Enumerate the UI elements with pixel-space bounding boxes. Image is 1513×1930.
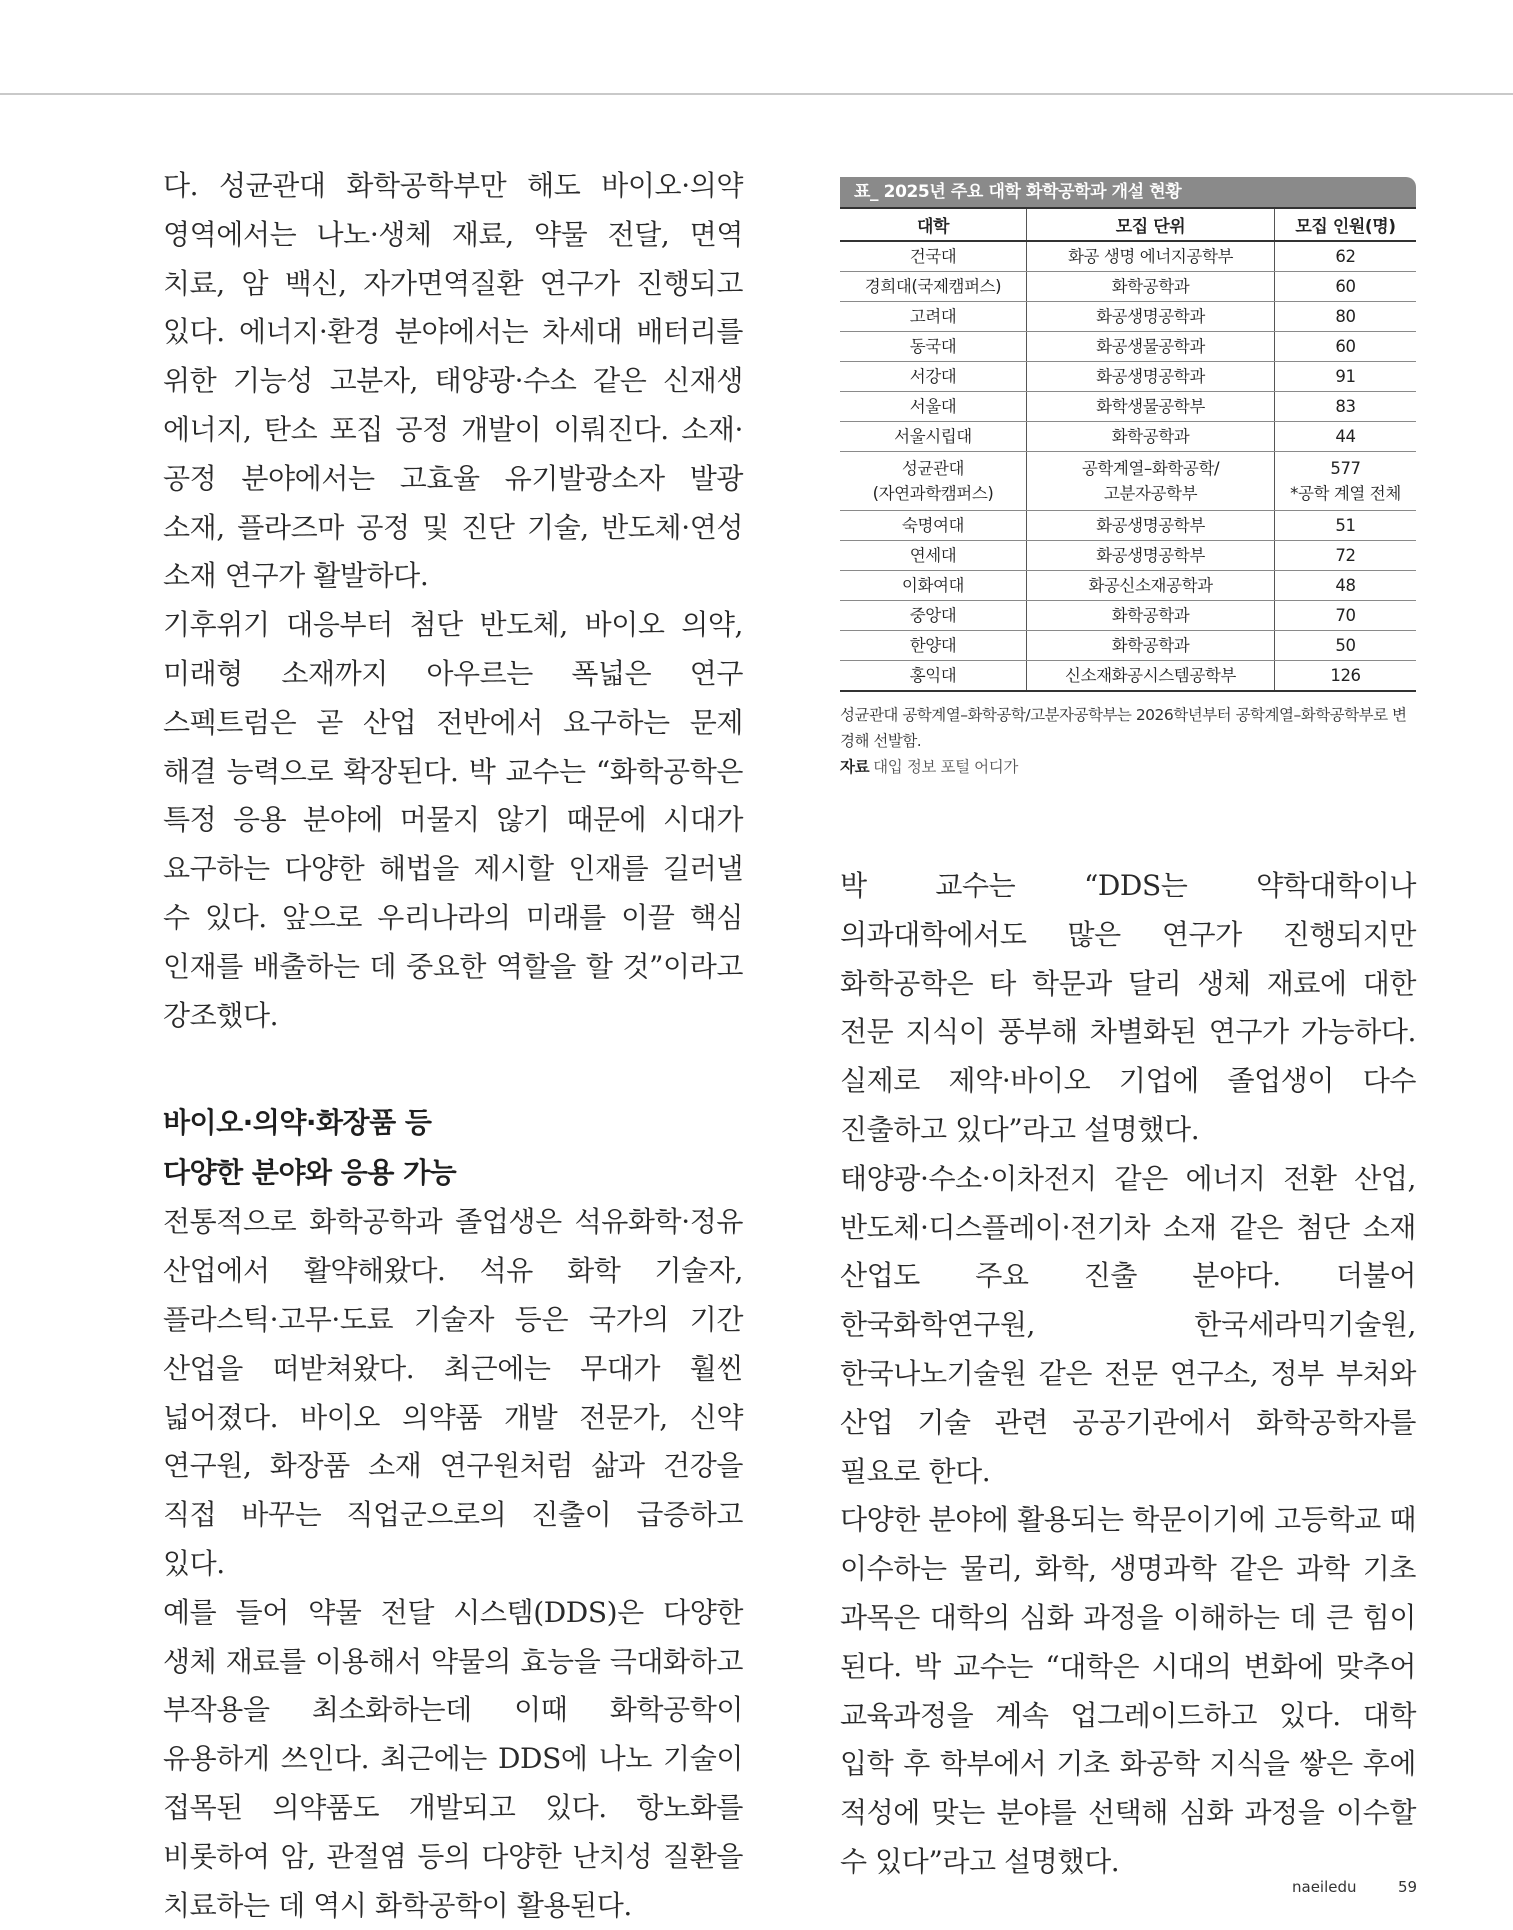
cell-univ: 서강대 <box>840 362 1027 392</box>
header-rule <box>0 93 1513 95</box>
body-paragraph: 기후위기 대응부터 첨단 반도체, 바이오 의약, 미래형 소재까지 아우르는 폭넓은 연구 스펙트럼은 곧 산업 전반에서 요구하는 문제 해결 능력으로 확장된다. 박 교수는 “화학공학은 특정 응용 분야에 머물지 않기 때문에 시대가 요구하는 다양한 해법을 제시할 인재를 길러낼 수 있다. 앞으로 우리나라의 미래를 이끌 핵심 인재를 배출하는 데 중요한 역할을 할 것”이라고 강조했다. <box>163 608 743 1032</box>
cell-count: 83 <box>1275 392 1417 422</box>
table-source <box>840 754 1416 780</box>
cell-line: 577 <box>1330 459 1361 478</box>
cell-univ: 연세대 <box>840 541 1027 571</box>
table-title: 표_ 2025년 주요 대학 화학공학과 개설 현황 <box>840 177 1416 207</box>
cell-unit: 화학공학과 <box>1027 272 1275 302</box>
cell-unit: 화학공학과 <box>1027 601 1275 631</box>
column-header: 모집 단위 <box>1027 208 1275 241</box>
table-note: 성균관대 공학계열–화학공학/고분자공학부는 2026학년부터 공학계열–화학공학부로 변경해 선발함. <box>840 706 1407 750</box>
cell-unit: 화공생명공학부 <box>1027 511 1275 541</box>
cell-line: 성균관대 <box>901 459 965 478</box>
cell-unit: 화학공학과 <box>1027 422 1275 452</box>
table-row <box>840 661 1416 692</box>
table-row <box>840 392 1416 422</box>
cell-count: 62 <box>1275 241 1417 272</box>
table-row <box>840 362 1416 392</box>
cell-univ: 숙명여대 <box>840 511 1027 541</box>
body-paragraph: 다양한 분야에 활용되는 학문이기에 고등학교 때 이수하는 물리, 화학, 생명과학 같은 과학 기초 과목은 대학의 심화 과정을 이해하는 데 큰 힘이 된다. 박 교수는 “대학은 시대의 변화에 맞추어 교육과정을 계속 업그레이드하고 있다. 대학 입학 후 학부에서 기초 화공학 지식을 쌓은 후에 적성에 맞는 분야를 선택해 심화 과정을 이수할 수 있다”라고 설명했다. <box>840 1503 1416 1878</box>
body-paragraph: 다. 성균관대 화학공학부만 해도 바이오·의약 영역에서는 나노·생체 재료, 약물 전달, 면역 치료, 암 백신, 자가면역질환 연구가 진행되고 있다. 에너지·환경 분야에서는 차세대 배터리를 위한 기능성 고분자, 태양광·수소 같은 신재생 에너지, 탄소 포집 공정 개발이 이뤄진다. 소재·공정 분야에서는 고효율 유기발광소자 발광 소재, 플라즈마 공정 및 진단 기술, 반도체·연성 소재 연구가 활발하다. <box>163 169 743 593</box>
enrollment-table-block <box>840 177 1416 780</box>
cell-count: 70 <box>1275 601 1417 631</box>
cell-count: 60 <box>1275 332 1417 362</box>
body-paragraph: 태양광·수소·이차전지 같은 에너지 전환 산업, 반도체·디스플레이·전기차 소재 같은 첨단 소재 산업도 주요 진출 분야다. 더불어 한국화학연구원, 한국세라믹기술원, 한국나노기술원 같은 전문 연구소, 정부 부처와 산업 기술 관련 공공기관에서 화학공학자를 필요로 한다. <box>840 1161 1416 1488</box>
cell-univ: 홍익대 <box>840 661 1027 692</box>
cell-count: 126 <box>1275 661 1417 692</box>
table-row <box>840 302 1416 332</box>
footer-brand: naeiledu <box>1292 1878 1357 1896</box>
right-column <box>840 862 1416 1887</box>
body-paragraph: 전통적으로 화학공학과 졸업생은 석유화학·정유 산업에서 활약해왔다. 석유 화학 기술자, 플라스틱·고무·도료 기술자 등은 국가의 기간 산업을 떠받쳐왔다. 최근에는 무대가 훨씬 넓어졌다. 바이오 의약품 개발 전문가, 신약 연구원, 화장품 소재 연구원처럼 삶과 건강을 직접 바꾸는 직업군으로의 진출이 급증하고 있다. <box>163 1205 743 1580</box>
table-row <box>840 422 1416 452</box>
cell-univ: 동국대 <box>840 332 1027 362</box>
cell-unit: 화공생명공학과 <box>1027 362 1275 392</box>
cell-line: 공학계열–화학공학/ <box>1081 459 1220 478</box>
table-row <box>840 631 1416 661</box>
enrollment-table <box>840 207 1416 692</box>
cell-count: 50 <box>1275 631 1417 661</box>
cell-unit: 화공 생명 에너지공학부 <box>1027 241 1275 272</box>
cell-univ: 서울대 <box>840 392 1027 422</box>
cell-count: 60 <box>1275 272 1417 302</box>
cell-line: 고분자공학부 <box>1103 484 1198 503</box>
table-row <box>840 332 1416 362</box>
cell-univ: 이화여대 <box>840 571 1027 601</box>
cell-count <box>1275 452 1417 511</box>
cell-count: 44 <box>1275 422 1417 452</box>
body-paragraph: 박 교수는 “DDS는 약학대학이나 의과대학에서도 많은 연구가 진행되지만 화학공학은 타 학문과 달리 생체 재료에 대한 전문 지식이 풍부해 차별화된 연구가 가능하다. 실제로 제약·바이오 기업에 졸업생이 다수 진출하고 있다”라고 설명했다. <box>840 869 1416 1146</box>
cell-unit: 화학공학과 <box>1027 631 1275 661</box>
section-heading-line: 바이오·의약·화장품 등 <box>163 1106 432 1140</box>
cell-unit: 화공생명공학과 <box>1027 302 1275 332</box>
cell-unit: 신소재화공시스템공학부 <box>1027 661 1275 692</box>
cell-count: 80 <box>1275 302 1417 332</box>
table-row <box>840 272 1416 302</box>
table-row <box>840 511 1416 541</box>
cell-line: (자연과학캠퍼스) <box>872 484 994 503</box>
cell-unit: 화공신소재공학과 <box>1027 571 1275 601</box>
table-header-row <box>840 208 1416 241</box>
table-row <box>840 541 1416 571</box>
cell-count: 51 <box>1275 511 1417 541</box>
cell-line: *공학 계열 전체 <box>1290 484 1401 503</box>
cell-unit <box>1027 452 1275 511</box>
cell-count: 91 <box>1275 362 1417 392</box>
column-header: 모집 인원(명) <box>1275 208 1417 241</box>
cell-univ: 건국대 <box>840 241 1027 272</box>
cell-unit: 화공생명공학부 <box>1027 541 1275 571</box>
table-row <box>840 241 1416 272</box>
section-heading <box>163 1098 743 1198</box>
column-header: 대학 <box>840 208 1027 241</box>
cell-unit: 화학생물공학부 <box>1027 392 1275 422</box>
page-number: 59 <box>1398 1878 1418 1896</box>
section-heading-line: 다양한 분야와 응용 가능 <box>163 1156 457 1190</box>
source-text: 대입 정보 포털 어디가 <box>873 758 1018 776</box>
cell-unit: 화공생물공학과 <box>1027 332 1275 362</box>
table-row <box>840 571 1416 601</box>
table-row <box>840 452 1416 511</box>
cell-univ: 고려대 <box>840 302 1027 332</box>
cell-count: 48 <box>1275 571 1417 601</box>
cell-univ: 한양대 <box>840 631 1027 661</box>
cell-count: 72 <box>1275 541 1417 571</box>
cell-univ <box>840 452 1027 511</box>
cell-univ: 경희대(국제캠퍼스) <box>840 272 1027 302</box>
cell-univ: 중앙대 <box>840 601 1027 631</box>
cell-univ: 서울시립대 <box>840 422 1027 452</box>
left-column <box>163 162 743 1930</box>
body-paragraph: 예를 들어 약물 전달 시스템(DDS)은 다양한 생체 재료를 이용해서 약물의 효능을 극대화하고 부작용을 최소화하는데 이때 화학공학이 유용하게 쓰인다. 최근에는 DDS에 나노 기술이 접목된 의약품도 개발되고 있다. 항노화를 비롯하여 암, 관절염 등의 다양한 난치성 질환을 치료하는 데 역시 화학공학이 활용된다. <box>163 1595 743 1922</box>
source-label: 자료 <box>840 758 870 776</box>
table-row <box>840 601 1416 631</box>
